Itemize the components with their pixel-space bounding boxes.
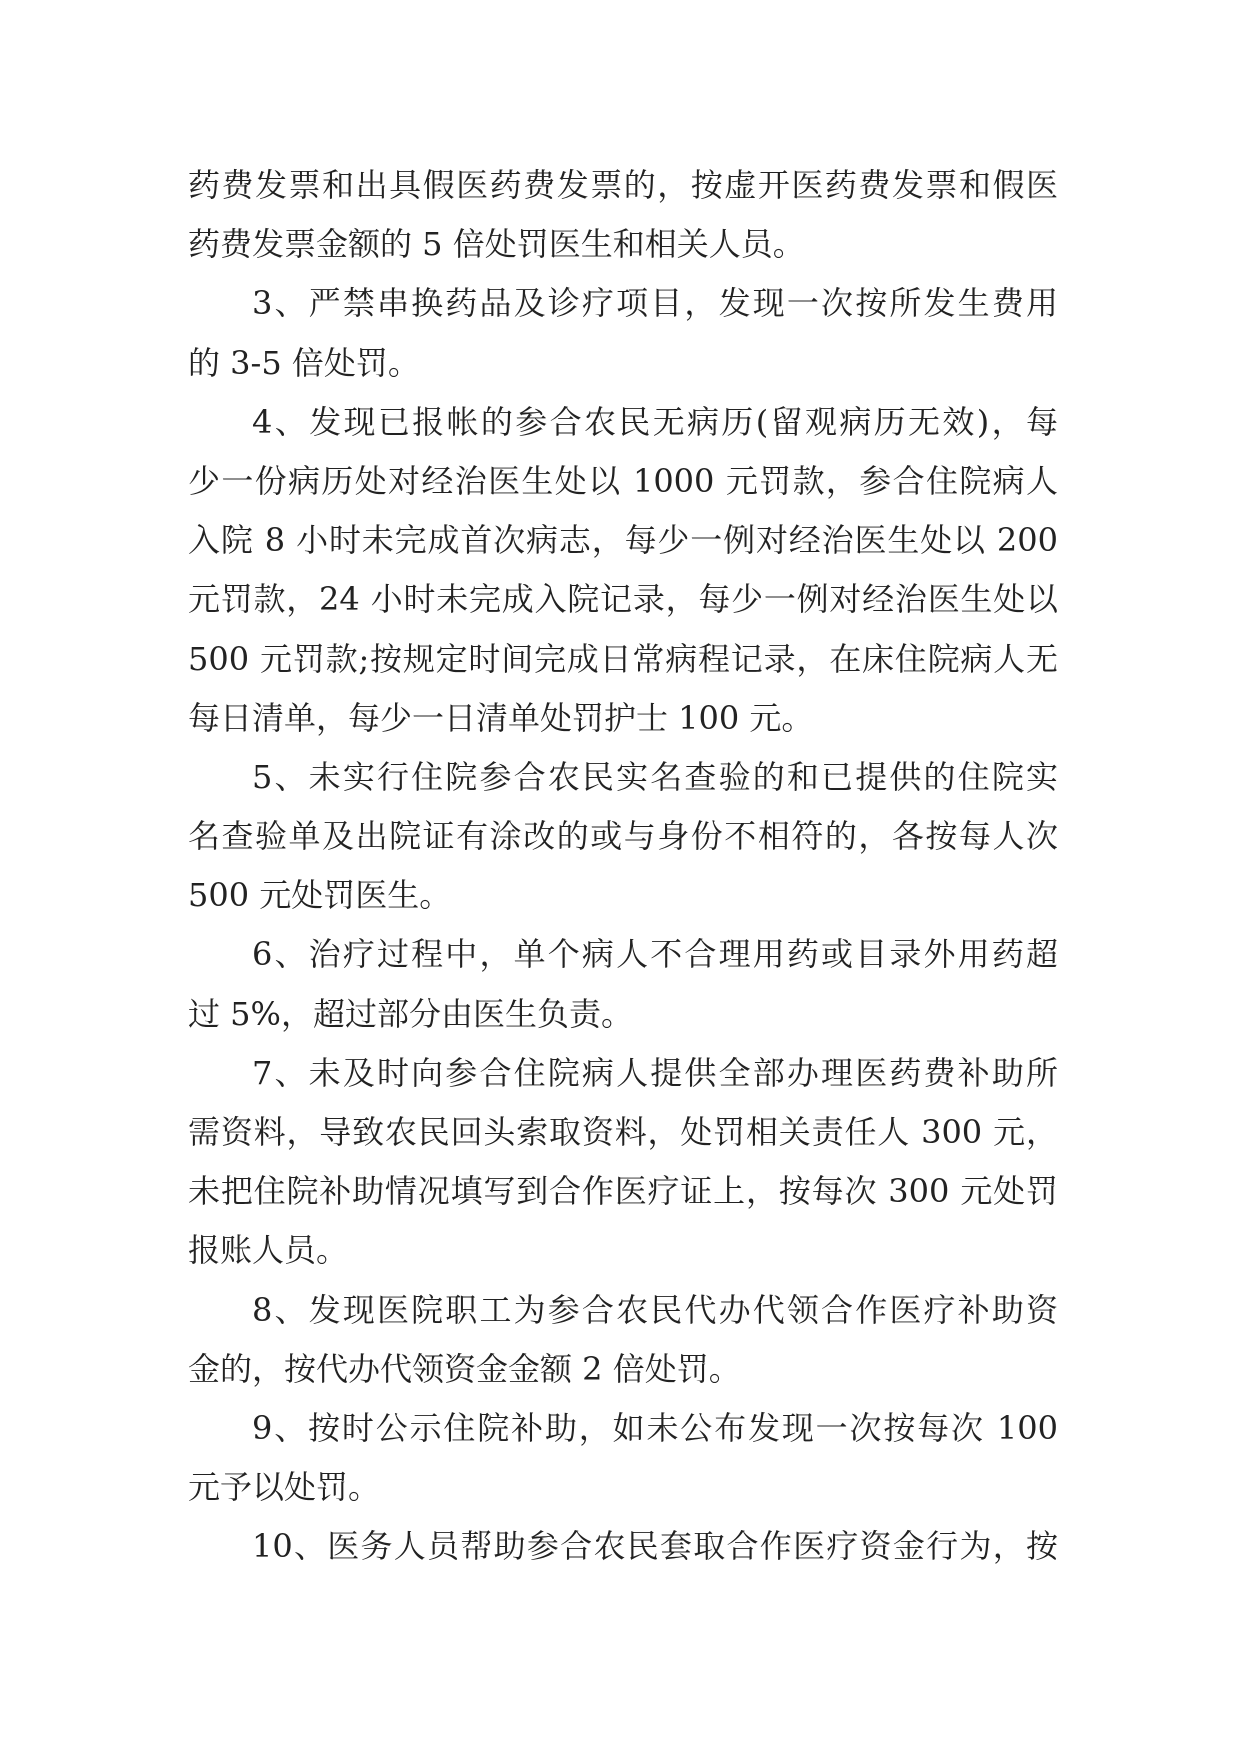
text-line: 3、严禁串换药品及诊疗项目，发现一次按所发生费用 — [252, 284, 1058, 323]
text-line: 元予以处罚。 — [188, 1468, 381, 1507]
text-line: 5、未实行住院参合农民实名查验的和已提供的住院实 — [252, 757, 1058, 796]
text-line: 8、发现医院职工为参合农民代办代领合作医疗补助资 — [252, 1290, 1058, 1329]
text-line: 药费发票金额的 5 倍处罚医生和相关人员。 — [188, 225, 805, 264]
body-text — [188, 156, 1058, 1577]
text-line: 500 元罚款;按规定时间完成日常病程记录，在床住院病人无 — [188, 639, 1058, 678]
text-line: 需资料，导致农民回头索取资料，处罚相关责任人 300 元， — [188, 1113, 1058, 1151]
text-line: 报账人员。 — [188, 1231, 349, 1270]
text-line: 入院 8 小时未完成首次病志，每少一例对经治医生处以 200 — [188, 521, 1058, 560]
text-line: 每日清单，每少一日清单处罚护士 100 元。 — [188, 698, 814, 737]
text-line: 药费发票和出具假医药费发票的，按虚开医药费发票和假医 — [188, 166, 1058, 204]
text-line: 名查验单及出院证有涂改的或与身份不相符的，各按每人次 — [188, 817, 1058, 856]
text-line: 4、发现已报帐的参合农民无病历(留观病历无效)，每 — [252, 402, 1058, 441]
text-line: 500 元处罚医生。 — [188, 876, 452, 915]
text-line: 的 3-5 倍处罚。 — [188, 343, 420, 382]
text-line: 元罚款，24 小时未完成入院记录，每少一例对经治医生处以 — [188, 580, 1058, 619]
text-line: 9、按时公示住院补助，如未公布发现一次按每次 100 — [252, 1408, 1058, 1447]
text-line: 10、医务人员帮助参合农民套取合作医疗资金行为，按 — [252, 1527, 1058, 1566]
text-line: 过 5%，超过部分由医生负责。 — [188, 994, 633, 1033]
text-line: 7、未及时向参合住院病人提供全部办理医药费补助所 — [252, 1053, 1058, 1092]
text-line: 少一份病历处对经治医生处以 1000 元罚款，参合住院病人 — [188, 461, 1058, 500]
text-line: 未把住院补助情况填写到合作医疗证上，按每次 300 元处罚 — [188, 1172, 1058, 1211]
text-line: 6、治疗过程中，单个病人不合理用药或目录外用药超 — [252, 935, 1058, 974]
text-line: 金的，按代办代领资金金额 2 倍处罚。 — [188, 1349, 741, 1388]
